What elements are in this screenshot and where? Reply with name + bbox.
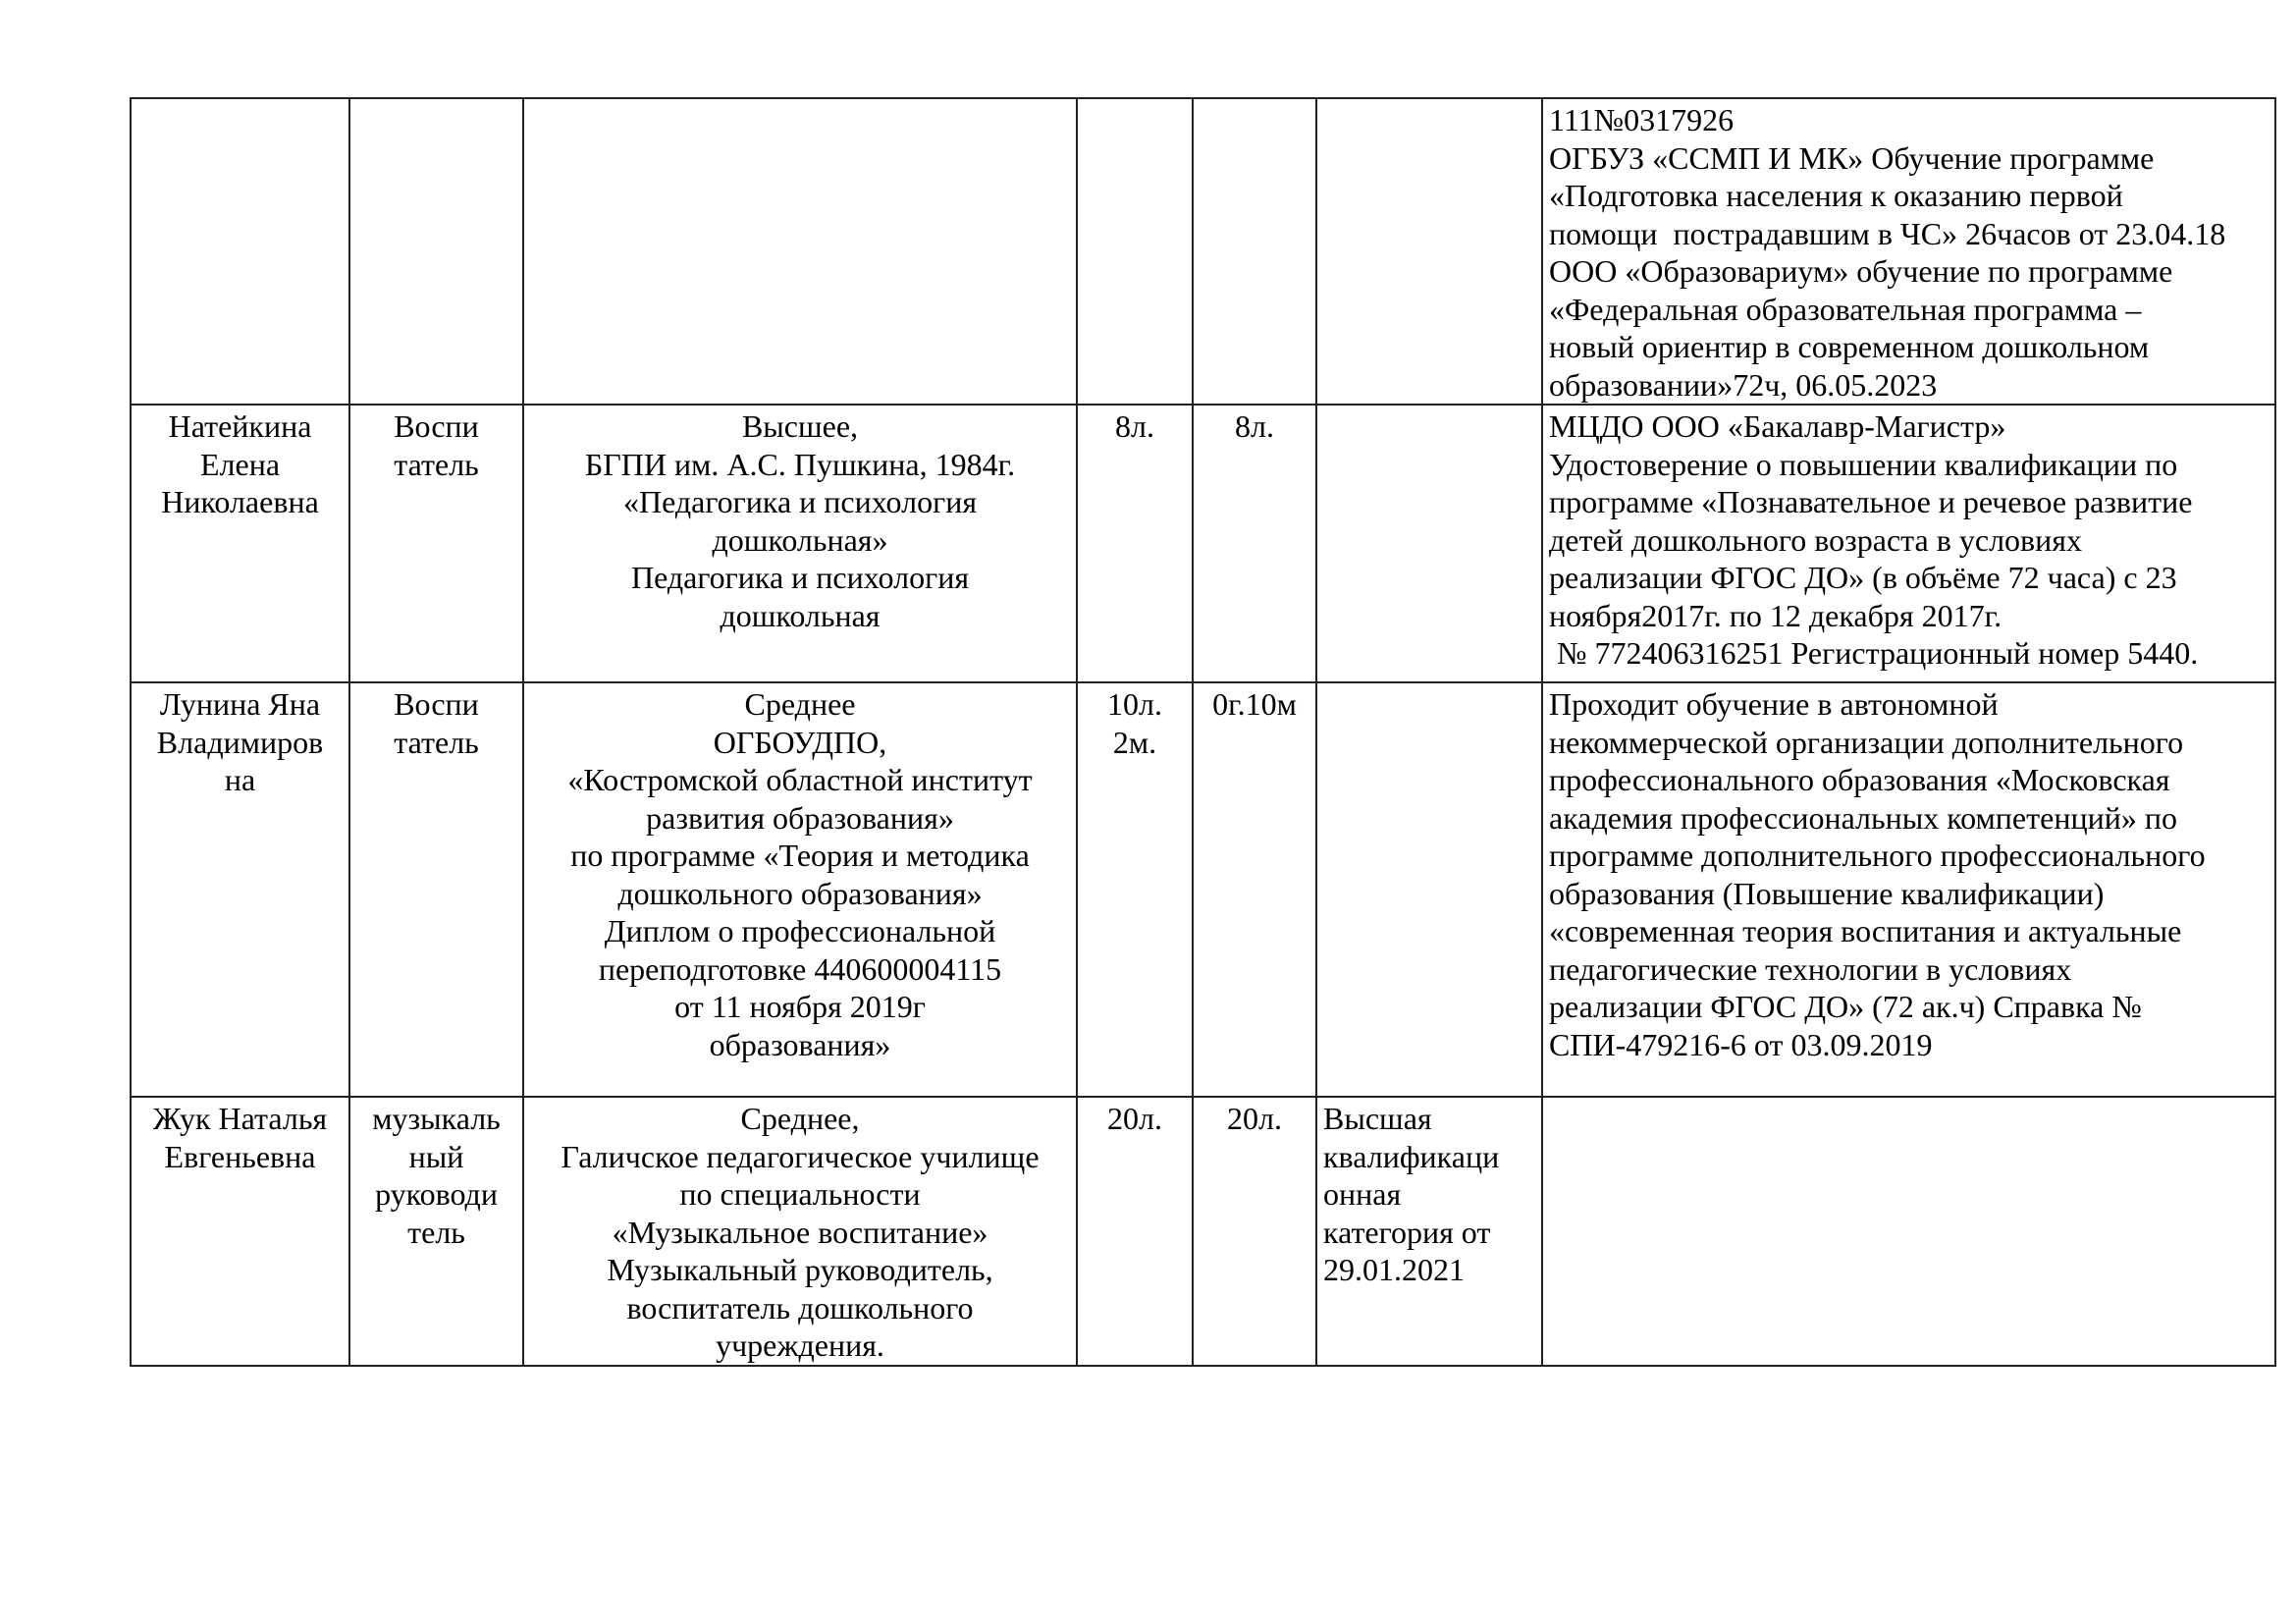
cell-text-line: ный bbox=[408, 1138, 464, 1174]
cell-text-line: Лунина Яна bbox=[159, 686, 321, 722]
cell-text-line: дошкольного образования» bbox=[617, 875, 983, 911]
cell-text-line: ноября2017г. по 12 декабря 2017г. bbox=[1549, 597, 2002, 633]
table-row bbox=[131, 98, 2275, 405]
cell-text-line: Жук Наталья bbox=[152, 1101, 328, 1136]
qualification-category-cell bbox=[1316, 1097, 1542, 1366]
cell-text-line: Высшая bbox=[1323, 1101, 1432, 1136]
cell-text-line: Николаевна bbox=[161, 484, 319, 519]
cell-text-line: Владимиров bbox=[156, 724, 324, 760]
cell-text-line: № 772406316251 Регистрационный номер 5440. bbox=[1549, 635, 2199, 671]
education-cell bbox=[523, 98, 1077, 405]
pedagogical-experience-cell bbox=[1193, 98, 1316, 405]
cell-text-line: помощи пострадавшим в ЧС» 26часов от 23.04.18 bbox=[1549, 215, 2226, 251]
cell-text-line: по специальности bbox=[679, 1176, 921, 1212]
professional-training-cell bbox=[1542, 682, 2275, 1097]
cell-text-line: Удостоверение о повышении квалификации по bbox=[1549, 446, 2178, 482]
qualification-category-cell bbox=[1316, 682, 1542, 1097]
cell-text-line: музыкаль bbox=[372, 1101, 501, 1136]
cell-text-line: ООО «Образовариум» обучение по программе bbox=[1549, 253, 2173, 289]
cell-text-line: новый ориентир в современном дошкольном bbox=[1549, 329, 2150, 364]
cell-text-line: учреждения. bbox=[716, 1327, 884, 1363]
position-cell bbox=[349, 682, 523, 1097]
table-row bbox=[131, 405, 2275, 682]
cell-text-line: МЦДО ООО «Бакалавр-Магистр» bbox=[1549, 408, 2006, 444]
cell-text-line: реализации ФГОС ДО» (в объёме 72 часа) с 23 bbox=[1549, 560, 2177, 595]
pedagogical-experience-cell bbox=[1193, 405, 1316, 682]
cell-text-line: руководи bbox=[375, 1176, 498, 1212]
cell-text-line: татель bbox=[394, 446, 479, 482]
pedagogical-experience-cell bbox=[1193, 1097, 1316, 1366]
cell-text-line: Среднее, bbox=[740, 1101, 860, 1136]
cell-text-line: тель bbox=[407, 1214, 465, 1250]
education-cell bbox=[523, 682, 1077, 1097]
cell-text-line: педагогические технологии в условиях bbox=[1549, 950, 2072, 987]
cell-text-line: 0г.10м bbox=[1212, 686, 1297, 722]
total-experience-cell bbox=[1077, 682, 1193, 1097]
education-cell bbox=[523, 405, 1077, 682]
cell-text-line: реализации ФГОС ДО» (72 ак.ч) Справка № bbox=[1549, 989, 2142, 1024]
cell-text-line: Галичское педагогическое училище bbox=[561, 1138, 1040, 1174]
employee-name-cell bbox=[131, 98, 349, 405]
employee-name-cell bbox=[131, 1097, 349, 1366]
qualification-category-cell bbox=[1316, 405, 1542, 682]
cell-text-line: Музыкальный руководитель, bbox=[607, 1252, 993, 1287]
cell-text-line: Воспи bbox=[394, 686, 479, 722]
cell-text-line: онная bbox=[1323, 1176, 1402, 1212]
total-experience-cell bbox=[1077, 405, 1193, 682]
cell-text-line: программе дополнительного профессионального bbox=[1549, 838, 2206, 873]
cell-text-line: категория от bbox=[1323, 1214, 1491, 1250]
cell-text-line: образовании»72ч, 06.05.2023 bbox=[1549, 366, 1938, 403]
cell-text-line: «Музыкальное воспитание» bbox=[612, 1214, 988, 1250]
cell-text-line: БГПИ им. А.С. Пушкина, 1984г. bbox=[584, 446, 1016, 482]
cell-text-line: «Подготовка населения к оказанию первой bbox=[1549, 178, 2123, 213]
cell-text-line: Диплом о профессиональной bbox=[604, 913, 996, 948]
cell-text-line: образования» bbox=[709, 1026, 891, 1062]
cell-text-line: «Педагогика и психология bbox=[622, 484, 978, 519]
cell-text-line: Проходит обучение в автономной bbox=[1549, 686, 1999, 722]
cell-text-line: воспитатель дошкольного bbox=[626, 1289, 974, 1326]
cell-text-line: дошкольная» bbox=[712, 521, 888, 558]
cell-text-line: переподготовке 440600004115 bbox=[598, 950, 1002, 987]
total-experience-cell bbox=[1077, 1097, 1193, 1366]
cell-text-line: 29.01.2021 bbox=[1323, 1252, 1465, 1287]
qualification-category-cell bbox=[1316, 98, 1542, 405]
cell-text-line: Евгеньевна bbox=[164, 1138, 316, 1174]
cell-text-line: Среднее bbox=[744, 686, 856, 722]
position-cell bbox=[349, 405, 523, 682]
cell-text-line: дошкольная bbox=[720, 597, 881, 633]
position-cell bbox=[349, 98, 523, 405]
cell-text-line: «Костромской областной институт bbox=[567, 762, 1033, 797]
cell-text-line: 10л. bbox=[1107, 686, 1162, 722]
cell-text-line: татель bbox=[394, 724, 479, 760]
table-row bbox=[131, 682, 2275, 1097]
professional-training-cell bbox=[1542, 405, 2275, 682]
pedagogical-experience-cell bbox=[1193, 682, 1316, 1097]
cell-text-line: детей дошкольного возраста в условиях bbox=[1549, 521, 2082, 558]
cell-text-line: СПИ-479216-6 от 03.09.2019 bbox=[1549, 1026, 1933, 1062]
cell-text-line: программе «Познавательное и речевое развитие bbox=[1549, 484, 2193, 519]
cell-text-line: Елена bbox=[199, 446, 281, 482]
cell-text-line: некоммерческой организации дополнительного bbox=[1549, 724, 2184, 760]
cell-text-line: 8л. bbox=[1235, 408, 1274, 444]
cell-text-line: квалификаци bbox=[1323, 1138, 1500, 1174]
cell-text-line: образования (Повышение квалификации) bbox=[1549, 875, 2105, 911]
cell-text-line: 8л. bbox=[1115, 408, 1154, 444]
cell-text-line: на bbox=[224, 762, 256, 797]
cell-text-line: 20л. bbox=[1107, 1101, 1162, 1136]
cell-text-line: профессионального образования «Московская bbox=[1549, 762, 2170, 797]
professional-training-cell bbox=[1542, 1097, 2275, 1366]
cell-text-line: Натейкина bbox=[168, 408, 312, 444]
education-cell bbox=[523, 1097, 1077, 1366]
cell-text-line: «Федеральная образовательная программа – bbox=[1549, 291, 2142, 327]
cell-text-line: ОГБОУДПО, bbox=[713, 724, 887, 760]
cell-text-line: 111№0317926 bbox=[1549, 102, 1735, 137]
professional-training-cell bbox=[1542, 98, 2275, 405]
cell-text-line: 2м. bbox=[1112, 724, 1157, 760]
staff-table bbox=[130, 97, 2276, 1367]
cell-text-line: от 11 ноября 2019г bbox=[674, 989, 926, 1024]
cell-text-line: ОГБУЗ «ССМП И МК» Обучение программе bbox=[1549, 139, 2155, 176]
cell-text-line: Высшее, bbox=[741, 408, 859, 444]
cell-text-line: Воспи bbox=[394, 408, 479, 444]
position-cell bbox=[349, 1097, 523, 1366]
cell-text-line: развития образования» bbox=[646, 799, 954, 836]
employee-name-cell bbox=[131, 405, 349, 682]
cell-text-line: Педагогика и психология bbox=[630, 560, 970, 595]
cell-text-line: академия профессиональных компетенций» по bbox=[1549, 799, 2177, 836]
cell-text-line: «современная теория воспитания и актуальные bbox=[1549, 913, 2182, 948]
employee-name-cell bbox=[131, 682, 349, 1097]
cell-text-line: по программе «Теория и методика bbox=[570, 838, 1030, 873]
table-row bbox=[131, 1097, 2275, 1366]
total-experience-cell bbox=[1077, 98, 1193, 405]
cell-text-line: 20л. bbox=[1227, 1101, 1282, 1136]
